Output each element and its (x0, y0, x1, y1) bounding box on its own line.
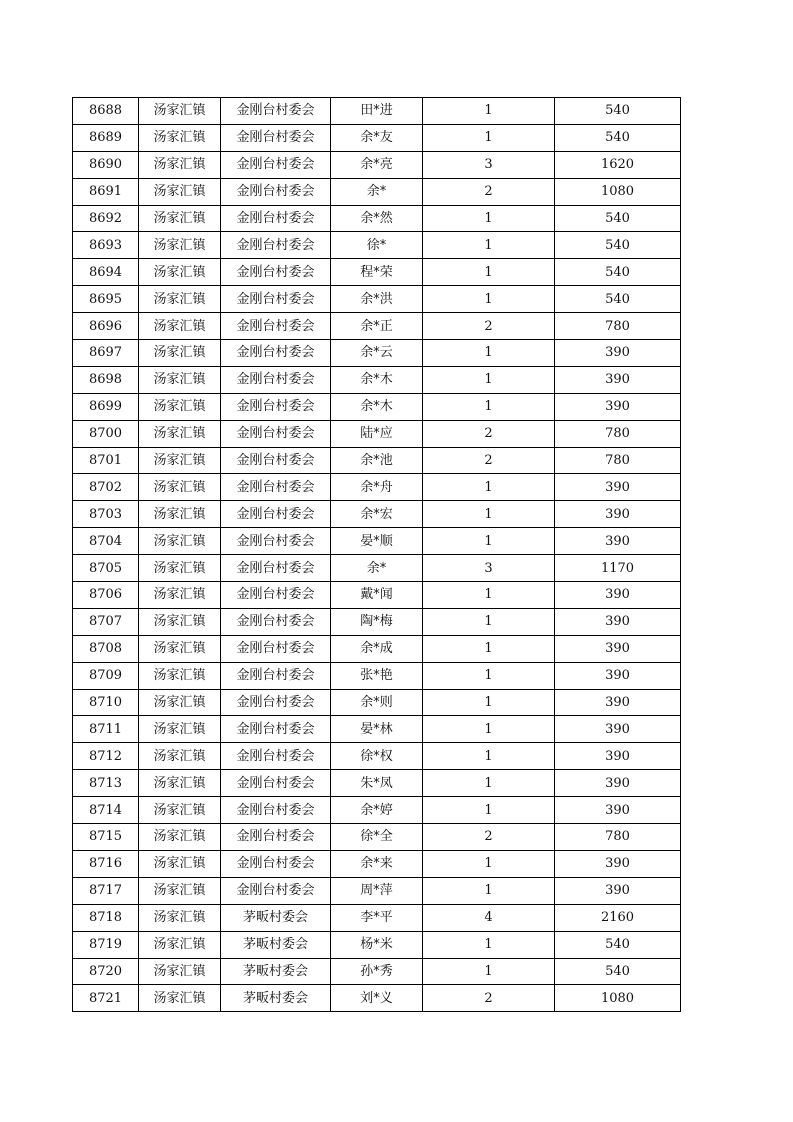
name-cell: 孙*秀 (331, 958, 423, 985)
amount-cell: 2160 (555, 904, 681, 931)
village-committee-cell: 金刚台村委会 (221, 232, 331, 259)
town-cell: 汤家汇镇 (139, 635, 221, 662)
count-cell: 1 (423, 232, 555, 259)
table-row (73, 528, 681, 555)
row-number-cell: 8689 (73, 124, 139, 151)
village-committee-cell: 金刚台村委会 (221, 850, 331, 877)
count-cell: 1 (423, 689, 555, 716)
town-cell: 汤家汇镇 (139, 313, 221, 340)
table-row (73, 313, 681, 340)
name-cell: 余* (331, 555, 423, 582)
town-cell: 汤家汇镇 (139, 608, 221, 635)
count-cell: 1 (423, 393, 555, 420)
village-committee-cell: 金刚台村委会 (221, 528, 331, 555)
row-number-cell: 8704 (73, 528, 139, 555)
town-cell: 汤家汇镇 (139, 259, 221, 286)
name-cell: 李*平 (331, 904, 423, 931)
table-row (73, 635, 681, 662)
row-number-cell: 8712 (73, 743, 139, 770)
village-committee-cell: 茅畈村委会 (221, 931, 331, 958)
row-number-cell: 8714 (73, 797, 139, 824)
table-row (73, 393, 681, 420)
count-cell: 4 (423, 904, 555, 931)
name-cell: 戴*闻 (331, 582, 423, 609)
count-cell: 3 (423, 555, 555, 582)
village-committee-cell: 金刚台村委会 (221, 124, 331, 151)
amount-cell: 390 (555, 635, 681, 662)
count-cell: 1 (423, 958, 555, 985)
count-cell: 2 (423, 824, 555, 851)
name-cell: 徐*全 (331, 824, 423, 851)
table-row (73, 340, 681, 367)
count-cell: 2 (423, 178, 555, 205)
village-committee-cell: 金刚台村委会 (221, 420, 331, 447)
row-number-cell: 8713 (73, 770, 139, 797)
count-cell: 2 (423, 313, 555, 340)
count-cell: 1 (423, 205, 555, 232)
town-cell: 汤家汇镇 (139, 904, 221, 931)
row-number-cell: 8691 (73, 178, 139, 205)
table-row (73, 662, 681, 689)
town-cell: 汤家汇镇 (139, 797, 221, 824)
village-committee-cell: 金刚台村委会 (221, 555, 331, 582)
village-committee-cell: 金刚台村委会 (221, 447, 331, 474)
table-row (73, 366, 681, 393)
row-number-cell: 8703 (73, 501, 139, 528)
town-cell: 汤家汇镇 (139, 877, 221, 904)
table-row (73, 582, 681, 609)
town-cell: 汤家汇镇 (139, 931, 221, 958)
amount-cell: 1080 (555, 985, 681, 1012)
table-row (73, 608, 681, 635)
table-row (73, 98, 681, 125)
table-row (73, 743, 681, 770)
row-number-cell: 8710 (73, 689, 139, 716)
village-committee-cell: 金刚台村委会 (221, 877, 331, 904)
name-cell: 余*然 (331, 205, 423, 232)
amount-cell: 540 (555, 205, 681, 232)
row-number-cell: 8717 (73, 877, 139, 904)
village-committee-cell: 金刚台村委会 (221, 608, 331, 635)
village-committee-cell: 金刚台村委会 (221, 743, 331, 770)
town-cell: 汤家汇镇 (139, 528, 221, 555)
table-row (73, 824, 681, 851)
name-cell: 田*进 (331, 98, 423, 125)
name-cell: 杨*米 (331, 931, 423, 958)
village-committee-cell: 金刚台村委会 (221, 205, 331, 232)
name-cell: 余*宏 (331, 501, 423, 528)
village-committee-cell: 茅畈村委会 (221, 904, 331, 931)
town-cell: 汤家汇镇 (139, 393, 221, 420)
name-cell: 徐*权 (331, 743, 423, 770)
town-cell: 汤家汇镇 (139, 232, 221, 259)
amount-cell: 780 (555, 824, 681, 851)
village-committee-cell: 金刚台村委会 (221, 259, 331, 286)
row-number-cell: 8699 (73, 393, 139, 420)
table-row (73, 259, 681, 286)
name-cell: 陶*梅 (331, 608, 423, 635)
name-cell: 余*池 (331, 447, 423, 474)
amount-cell: 390 (555, 528, 681, 555)
table-row (73, 797, 681, 824)
name-cell: 程*荣 (331, 259, 423, 286)
table-row (73, 232, 681, 259)
count-cell: 1 (423, 98, 555, 125)
table-row (73, 931, 681, 958)
amount-cell: 390 (555, 393, 681, 420)
village-committee-cell: 金刚台村委会 (221, 770, 331, 797)
town-cell: 汤家汇镇 (139, 98, 221, 125)
row-number-cell: 8693 (73, 232, 139, 259)
amount-cell: 1620 (555, 151, 681, 178)
data-table (72, 97, 681, 1012)
town-cell: 汤家汇镇 (139, 850, 221, 877)
row-number-cell: 8688 (73, 98, 139, 125)
town-cell: 汤家汇镇 (139, 205, 221, 232)
table-row (73, 770, 681, 797)
amount-cell: 780 (555, 420, 681, 447)
name-cell: 余*来 (331, 850, 423, 877)
row-number-cell: 8701 (73, 447, 139, 474)
village-committee-cell: 金刚台村委会 (221, 689, 331, 716)
town-cell: 汤家汇镇 (139, 824, 221, 851)
amount-cell: 540 (555, 124, 681, 151)
village-committee-cell: 茅畈村委会 (221, 958, 331, 985)
village-committee-cell: 金刚台村委会 (221, 716, 331, 743)
name-cell: 周*萍 (331, 877, 423, 904)
amount-cell: 390 (555, 501, 681, 528)
row-number-cell: 8692 (73, 205, 139, 232)
row-number-cell: 8697 (73, 340, 139, 367)
amount-cell: 540 (555, 259, 681, 286)
name-cell: 余*木 (331, 366, 423, 393)
table-row (73, 447, 681, 474)
village-committee-cell: 金刚台村委会 (221, 366, 331, 393)
village-committee-cell: 金刚台村委会 (221, 501, 331, 528)
table-row (73, 904, 681, 931)
name-cell: 余* (331, 178, 423, 205)
table-row (73, 205, 681, 232)
name-cell: 余*亮 (331, 151, 423, 178)
town-cell: 汤家汇镇 (139, 689, 221, 716)
row-number-cell: 8709 (73, 662, 139, 689)
count-cell: 1 (423, 635, 555, 662)
village-committee-cell: 金刚台村委会 (221, 635, 331, 662)
town-cell: 汤家汇镇 (139, 178, 221, 205)
amount-cell: 390 (555, 366, 681, 393)
town-cell: 汤家汇镇 (139, 151, 221, 178)
table-row (73, 850, 681, 877)
table-row (73, 985, 681, 1012)
village-committee-cell: 金刚台村委会 (221, 286, 331, 313)
name-cell: 余*成 (331, 635, 423, 662)
name-cell: 张*艳 (331, 662, 423, 689)
row-number-cell: 8715 (73, 824, 139, 851)
row-number-cell: 8719 (73, 931, 139, 958)
town-cell: 汤家汇镇 (139, 366, 221, 393)
town-cell: 汤家汇镇 (139, 662, 221, 689)
row-number-cell: 8721 (73, 985, 139, 1012)
amount-cell: 390 (555, 743, 681, 770)
table-row (73, 555, 681, 582)
count-cell: 1 (423, 340, 555, 367)
village-committee-cell: 金刚台村委会 (221, 313, 331, 340)
amount-cell: 540 (555, 286, 681, 313)
name-cell: 余*正 (331, 313, 423, 340)
name-cell: 余*洪 (331, 286, 423, 313)
village-committee-cell: 金刚台村委会 (221, 98, 331, 125)
count-cell: 1 (423, 286, 555, 313)
amount-cell: 390 (555, 797, 681, 824)
name-cell: 余*友 (331, 124, 423, 151)
town-cell: 汤家汇镇 (139, 555, 221, 582)
row-number-cell: 8705 (73, 555, 139, 582)
amount-cell: 540 (555, 232, 681, 259)
town-cell: 汤家汇镇 (139, 447, 221, 474)
village-committee-cell: 金刚台村委会 (221, 824, 331, 851)
table-row (73, 689, 681, 716)
town-cell: 汤家汇镇 (139, 474, 221, 501)
amount-cell: 390 (555, 582, 681, 609)
amount-cell: 540 (555, 958, 681, 985)
amount-cell: 540 (555, 931, 681, 958)
name-cell: 徐* (331, 232, 423, 259)
town-cell: 汤家汇镇 (139, 958, 221, 985)
row-number-cell: 8711 (73, 716, 139, 743)
name-cell: 余*木 (331, 393, 423, 420)
table-row (73, 716, 681, 743)
count-cell: 1 (423, 259, 555, 286)
town-cell: 汤家汇镇 (139, 420, 221, 447)
row-number-cell: 8694 (73, 259, 139, 286)
count-cell: 1 (423, 850, 555, 877)
village-committee-cell: 金刚台村委会 (221, 340, 331, 367)
amount-cell: 390 (555, 850, 681, 877)
amount-cell: 390 (555, 474, 681, 501)
amount-cell: 390 (555, 689, 681, 716)
row-number-cell: 8720 (73, 958, 139, 985)
table-row (73, 124, 681, 151)
row-number-cell: 8718 (73, 904, 139, 931)
table-row (73, 420, 681, 447)
name-cell: 晏*林 (331, 716, 423, 743)
count-cell: 1 (423, 662, 555, 689)
amount-cell: 390 (555, 770, 681, 797)
amount-cell: 540 (555, 98, 681, 125)
amount-cell: 1080 (555, 178, 681, 205)
count-cell: 2 (423, 420, 555, 447)
name-cell: 余*云 (331, 340, 423, 367)
amount-cell: 1170 (555, 555, 681, 582)
count-cell: 1 (423, 124, 555, 151)
town-cell: 汤家汇镇 (139, 286, 221, 313)
village-committee-cell: 金刚台村委会 (221, 582, 331, 609)
amount-cell: 780 (555, 447, 681, 474)
village-committee-cell: 茅畈村委会 (221, 985, 331, 1012)
amount-cell: 780 (555, 313, 681, 340)
table-row (73, 877, 681, 904)
town-cell: 汤家汇镇 (139, 743, 221, 770)
row-number-cell: 8707 (73, 608, 139, 635)
row-number-cell: 8696 (73, 313, 139, 340)
count-cell: 2 (423, 985, 555, 1012)
table-row (73, 474, 681, 501)
row-number-cell: 8690 (73, 151, 139, 178)
village-committee-cell: 金刚台村委会 (221, 151, 331, 178)
town-cell: 汤家汇镇 (139, 716, 221, 743)
count-cell: 1 (423, 877, 555, 904)
count-cell: 1 (423, 770, 555, 797)
count-cell: 1 (423, 931, 555, 958)
row-number-cell: 8698 (73, 366, 139, 393)
town-cell: 汤家汇镇 (139, 340, 221, 367)
village-committee-cell: 金刚台村委会 (221, 662, 331, 689)
count-cell: 1 (423, 366, 555, 393)
amount-cell: 390 (555, 877, 681, 904)
count-cell: 1 (423, 474, 555, 501)
table-body (73, 98, 681, 1012)
name-cell: 余*则 (331, 689, 423, 716)
village-committee-cell: 金刚台村委会 (221, 474, 331, 501)
amount-cell: 390 (555, 662, 681, 689)
town-cell: 汤家汇镇 (139, 770, 221, 797)
table-row (73, 151, 681, 178)
count-cell: 2 (423, 447, 555, 474)
village-committee-cell: 金刚台村委会 (221, 797, 331, 824)
row-number-cell: 8716 (73, 850, 139, 877)
count-cell: 1 (423, 797, 555, 824)
row-number-cell: 8700 (73, 420, 139, 447)
name-cell: 晏*顺 (331, 528, 423, 555)
village-committee-cell: 金刚台村委会 (221, 393, 331, 420)
village-committee-cell: 金刚台村委会 (221, 178, 331, 205)
count-cell: 3 (423, 151, 555, 178)
row-number-cell: 8702 (73, 474, 139, 501)
count-cell: 1 (423, 743, 555, 770)
count-cell: 1 (423, 501, 555, 528)
count-cell: 1 (423, 716, 555, 743)
table-row (73, 501, 681, 528)
town-cell: 汤家汇镇 (139, 985, 221, 1012)
table-row (73, 286, 681, 313)
town-cell: 汤家汇镇 (139, 582, 221, 609)
name-cell: 陆*应 (331, 420, 423, 447)
town-cell: 汤家汇镇 (139, 501, 221, 528)
row-number-cell: 8706 (73, 582, 139, 609)
table-row (73, 178, 681, 205)
count-cell: 1 (423, 608, 555, 635)
name-cell: 余*舟 (331, 474, 423, 501)
count-cell: 1 (423, 528, 555, 555)
town-cell: 汤家汇镇 (139, 124, 221, 151)
name-cell: 余*婷 (331, 797, 423, 824)
row-number-cell: 8695 (73, 286, 139, 313)
row-number-cell: 8708 (73, 635, 139, 662)
name-cell: 朱*凤 (331, 770, 423, 797)
count-cell: 1 (423, 582, 555, 609)
amount-cell: 390 (555, 340, 681, 367)
table-row (73, 958, 681, 985)
amount-cell: 390 (555, 608, 681, 635)
name-cell: 刘*义 (331, 985, 423, 1012)
amount-cell: 390 (555, 716, 681, 743)
